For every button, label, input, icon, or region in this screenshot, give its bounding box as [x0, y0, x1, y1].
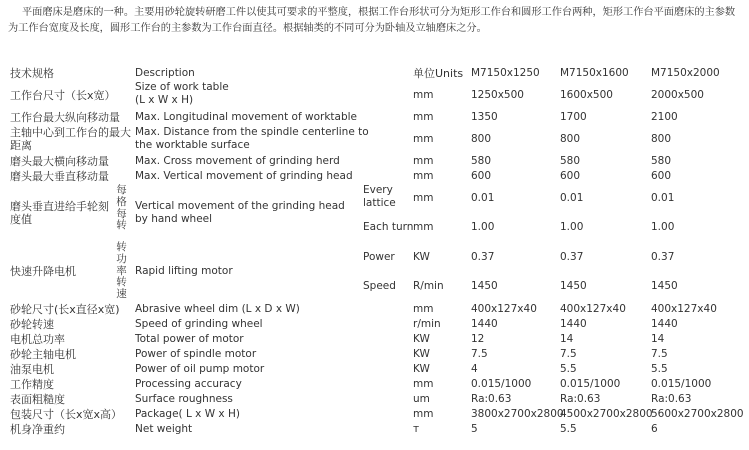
row-value: 7.5	[651, 348, 668, 360]
row-sub-label: Speed	[363, 280, 396, 292]
row-value: 1440	[651, 318, 678, 330]
row-cn: 表面粗糙度	[10, 393, 65, 406]
row-en: Total power of motor	[135, 333, 244, 345]
row-unit: т	[413, 423, 420, 435]
row-cn: 工作台最大纵向移动量	[10, 111, 120, 124]
row-value: Ra:0.63	[471, 393, 512, 405]
row-unit: mm	[413, 133, 434, 145]
row-cn: 砂轮主轴电机	[10, 348, 76, 361]
row-value: 580	[651, 155, 672, 167]
header-description: Description	[135, 67, 195, 79]
row-en: Max. Longitudinal movement of worktable	[135, 111, 357, 123]
row-value: 400x127x40	[651, 303, 717, 315]
row-value: 1.00	[560, 221, 584, 233]
row-value: 1450	[471, 280, 498, 292]
row-value: 0.37	[651, 251, 675, 263]
row-value: 12	[471, 333, 485, 345]
row-value: 580	[560, 155, 581, 167]
row-cn: 工作台尺寸（长x宽）	[10, 89, 116, 102]
row-side-label: 转功率转速	[116, 241, 127, 301]
row-value: 1700	[560, 111, 587, 123]
row-value: 0.37	[560, 251, 584, 263]
row-value: 600	[560, 170, 581, 182]
row-value: 4500x2700x2800	[560, 408, 653, 420]
row-value: 6	[651, 423, 658, 435]
row-unit: mm	[413, 192, 434, 204]
row-sub-label: Every lattice	[363, 184, 396, 209]
row-unit: KW	[413, 348, 430, 360]
row-cn: 油泵电机	[10, 363, 54, 376]
row-en: Max. Distance from the spindle centerline to the worktable surface	[135, 126, 369, 151]
header-spec: 技术规格	[10, 67, 54, 80]
row-value: 5600x2700x2800	[651, 408, 744, 420]
header-model-2000: M7150x2000	[651, 67, 720, 79]
row-cn: 磨头最大横向移动量	[10, 155, 109, 168]
header-model-1600: M7150x1600	[560, 67, 629, 79]
row-cn: 机身净重约	[10, 423, 65, 436]
row-en: Power of oil pump motor	[135, 363, 265, 375]
row-value: 14	[651, 333, 665, 345]
row-value: Ra:0.63	[560, 393, 601, 405]
row-unit: mm	[413, 408, 434, 420]
row-en: Max. Cross movement of grinding herd	[135, 155, 340, 167]
row-value: 1440	[471, 318, 498, 330]
row-en: Power of spindle motor	[135, 348, 257, 360]
row-unit: mm	[413, 303, 434, 315]
row-value: 0.01	[560, 192, 584, 204]
row-cn: 砂轮尺寸(长x直径x宽)	[10, 303, 120, 316]
row-unit: mm	[413, 170, 434, 182]
row-value: 5	[471, 423, 478, 435]
row-cn: 工作精度	[10, 378, 54, 391]
row-value: Ra:0.63	[651, 393, 692, 405]
row-en: Net weight	[135, 423, 193, 435]
row-en: Package( L x W x H)	[135, 408, 240, 420]
row-value: 0.37	[471, 251, 495, 263]
row-value: 1.00	[651, 221, 675, 233]
row-unit: KW	[413, 333, 430, 345]
row-cn: 主轴中心到工作台的最大距离	[10, 126, 131, 152]
row-value: 600	[651, 170, 672, 182]
row-cn: 磨头最大垂直移动量	[10, 170, 109, 183]
row-value: 7.5	[471, 348, 488, 360]
row-en: Rapid lifting motor	[135, 265, 233, 277]
row-cn: 电机总功率	[10, 333, 65, 346]
row-value: 400x127x40	[560, 303, 626, 315]
intro-text: 平面磨床是磨床的一种。主要用砂轮旋转研磨工件以使其可要求的平整度，根据工作台形状可分为矩形工作台和圆形工作台两种，矩形工作台平面磨床的主参数为工作台宽度及长度，圆形工作台的主参数为工作台面直径。根据轴类的不同可分为卧轴及立轴磨床之分。	[8, 7, 736, 34]
row-cn: 砂轮转速	[10, 318, 54, 331]
row-value: 5.5	[560, 423, 577, 435]
row-value: 800	[560, 133, 581, 145]
row-value: 800	[651, 133, 672, 145]
row-value: 2000x500	[651, 89, 704, 101]
row-value: 4	[471, 363, 478, 375]
row-value: 1450	[560, 280, 587, 292]
row-value: 5.5	[651, 363, 668, 375]
row-unit: mm	[413, 378, 434, 390]
row-side-label: 每格每转	[116, 184, 127, 232]
row-unit: mm	[413, 89, 434, 101]
row-unit: r/min	[413, 318, 441, 330]
row-value: 0.015/1000	[651, 378, 712, 390]
row-en: Surface roughness	[135, 393, 233, 405]
row-unit: R/min	[413, 280, 444, 292]
row-value: 1450	[651, 280, 678, 292]
row-en: Abrasive wheel dim (L x D x W)	[135, 303, 300, 315]
row-en: Speed of grinding wheel	[135, 318, 263, 330]
row-value: 0.01	[471, 192, 495, 204]
row-cn: 磨头垂直进给手轮刻度值	[10, 200, 109, 226]
row-en: Processing accuracy	[135, 378, 242, 390]
row-value: 1.00	[471, 221, 495, 233]
row-unit: um	[413, 393, 430, 405]
row-unit: mm	[413, 155, 434, 167]
row-value: 7.5	[560, 348, 577, 360]
row-value: 3800x2700x2800	[471, 408, 564, 420]
header-unit: 单位Units	[413, 67, 464, 80]
row-value: 600	[471, 170, 492, 182]
row-value: 5.5	[560, 363, 577, 375]
row-value: 0.015/1000	[471, 378, 532, 390]
row-unit: KW	[413, 251, 430, 263]
row-value: 1600x500	[560, 89, 613, 101]
row-sub-label: Each turn	[363, 221, 414, 233]
row-value: 800	[471, 133, 492, 145]
row-unit: KW	[413, 363, 430, 375]
row-value: 580	[471, 155, 492, 167]
row-value: 1440	[560, 318, 587, 330]
row-en: Max. Vertical movement of grinding head	[135, 170, 353, 182]
row-cn: 包装尺寸（长x宽x高）	[10, 408, 123, 421]
row-value: 1350	[471, 111, 498, 123]
row-value: 400x127x40	[471, 303, 537, 315]
row-sub-label: Power	[363, 251, 395, 263]
row-value: 2100	[651, 111, 678, 123]
row-en: Size of work table (L x W x H)	[135, 81, 229, 106]
row-unit: mm	[413, 221, 434, 233]
row-en: Vertical movement of the grinding head by hand wheel	[135, 200, 345, 225]
row-value: 14	[560, 333, 574, 345]
row-value: 1250x500	[471, 89, 524, 101]
header-model-1250: M7150x1250	[471, 67, 540, 79]
row-unit: mm	[413, 111, 434, 123]
row-cn: 快速升降电机	[10, 265, 76, 278]
row-value: 0.01	[651, 192, 675, 204]
row-value: 0.015/1000	[560, 378, 621, 390]
